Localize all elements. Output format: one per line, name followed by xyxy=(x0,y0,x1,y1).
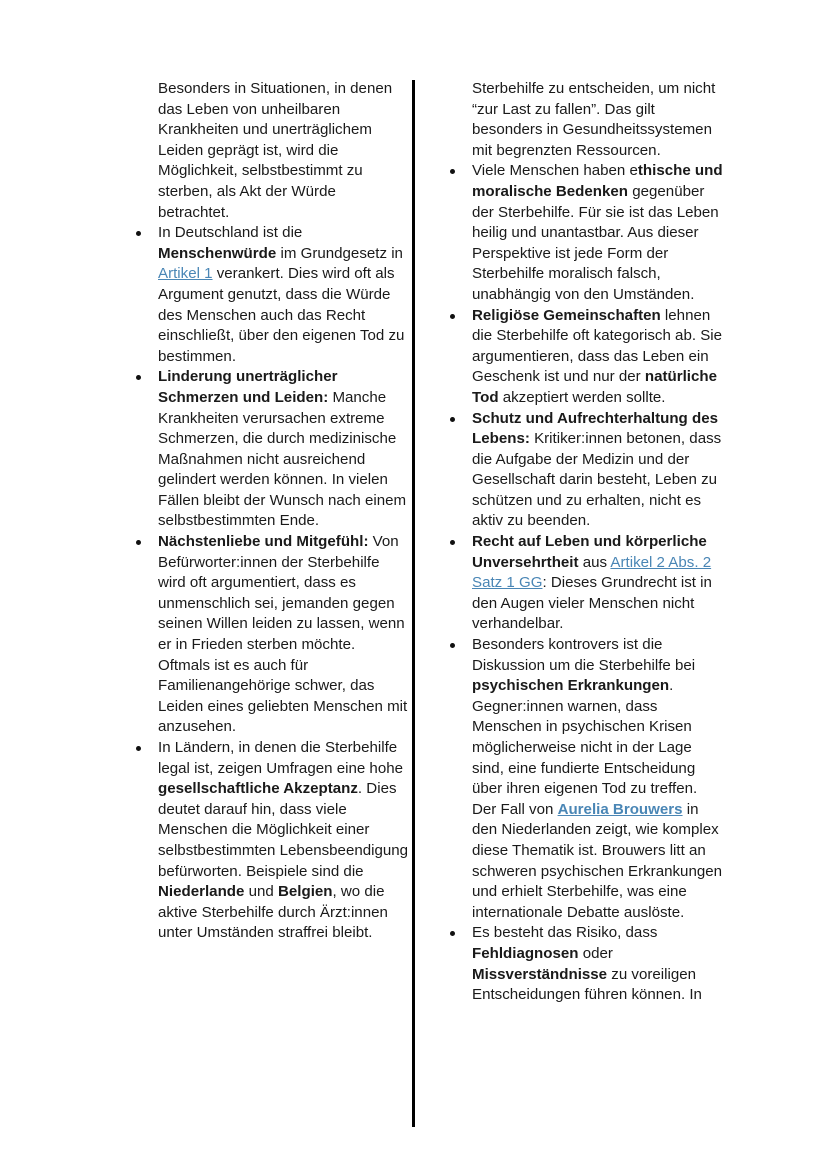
bold-term: Belgien xyxy=(277,883,333,901)
text-run: Besonders kontrovers ist die Diskussion um die Sterbehilfe bei xyxy=(472,636,696,674)
text-run: Viele Menschen haben e xyxy=(472,162,638,180)
text-run: Von Befürworter:innen der Sterbehilfe wird oft argumentiert, dass es unmenschlich sei, jemanden gegen seinen Willen leiden zu lassen, wenn er in Frieden sterben möchte. Oftmals ist es auch für Familienangehörige schwer, das Leiden eines geliebten Menschen mit anzusehen. xyxy=(158,533,408,736)
text-run: verankert. Dies wird oft als Argument genutzt, dass die Würde des Menschen auch das Recht einschließt, über den eigenen Tod zu bestimmen. xyxy=(158,265,405,365)
list-item-linderung xyxy=(158,367,410,532)
right-column xyxy=(472,79,724,1006)
bold-term: natürliche Tod xyxy=(472,368,717,406)
link-artikel-1[interactable]: Artikel 1 xyxy=(158,265,213,283)
link-aurelia-brouwers[interactable]: Aurelia Brouwers xyxy=(557,800,683,818)
list-item-ethische-bedenken xyxy=(472,161,724,305)
link-artikel-2[interactable]: Artikel 2 Abs. 2 Satz 1 GG xyxy=(472,553,712,592)
text-run: , wo die aktive Sterbehilfe durch Ärzt:innen unter Umständen straffrei bleibt. xyxy=(158,883,388,942)
text-run: . Gegner:innen warnen, dass Menschen in psychischen Krisen möglicherweise nicht in der Lage sind, eine fundierte Entscheidung über ihren eigenen Tod zu treffen. Der Fall von xyxy=(472,677,698,818)
text-run: zu voreiligen Entscheidungen führen können. In xyxy=(472,965,702,1004)
text-run: Manche Krankheiten verursachen extreme Schmerzen, die durch medizinische Maßnahmen nicht ausreichend gelindert werden können. In vielen Fällen bleibt der Wunsch nach einem selbstbestimmten Ende. xyxy=(158,388,407,530)
bold-term: Linderung unerträglicher Schmerzen und Leiden: xyxy=(158,368,338,406)
bold-term: gesellschaftliche Akzeptanz xyxy=(158,780,358,798)
left-intro-paragraph: Besonders in Situationen, in denen das Leben von unheilbaren Krankheiten und unerträglichem Leiden geprägt ist, wird die Möglichkeit, selbstbestimmt zu sterben, als Akt der Würde betrachtet. xyxy=(158,80,393,221)
list-item-akzeptanz xyxy=(158,738,410,944)
text-run: gegenüber der Sterbehilfe. Für sie ist das Leben heilig und unantastbar. Aus dieser Perspektive ist jede Form der Sterbehilfe moralisch falsch, unabhängig von den Umständen. xyxy=(472,182,719,303)
text-run: in den Niederlanden zeigt, wie komplex diese Thematik ist. Brouwers litt an schweren psychischen Erkrankungen und erhielt Sterbehilfe, was eine internationale Debatte auslöste. xyxy=(472,800,723,921)
text-run: : Dieses Grundrecht ist in den Augen vieler Menschen nicht verhandelbar. xyxy=(472,574,712,633)
bold-term: Missverständnisse xyxy=(472,965,608,983)
list-item-psychische-erkrankungen xyxy=(472,635,724,923)
text-run: Es besteht das Risiko, dass xyxy=(472,924,658,942)
text-run: Kritiker:innen betonen, dass die Aufgabe der Medizin und der Gesellschaft darin besteht, Leben zu schützen und zu erhalten, nicht es aktiv zu beenden. xyxy=(472,430,722,530)
right-bullet-list xyxy=(472,161,724,1005)
text-run: oder xyxy=(578,944,613,962)
text-run: . Dies deutet darauf hin, dass viele Menschen die Möglichkeit einer selbstbestimmten Lebensbeendigung befürworten. Beispiele sind die xyxy=(158,780,409,880)
text-run: und xyxy=(244,883,278,901)
bold-term: Recht auf Leben und körperliche Unversehrtheit xyxy=(472,533,707,571)
right-intro-paragraph: Sterbehilfe zu entscheiden, um nicht “zur Last zu fallen”. Das gilt besonders in Gesundheitssystemen mit begrenzten Ressourcen. xyxy=(472,80,716,159)
bold-term: Schutz und Aufrechterhaltung des Lebens: xyxy=(472,409,718,448)
bold-term: Niederlande xyxy=(158,883,245,901)
text-run: In Ländern, in denen die Sterbehilfe legal ist, zeigen Umfragen eine hohe xyxy=(158,739,404,777)
list-item-religioese-gemeinschaften xyxy=(472,306,724,409)
text-run: In Deutschland ist die xyxy=(158,224,303,242)
left-bullet-list xyxy=(158,223,410,944)
bold-term: psychischen Erkrankungen xyxy=(472,677,670,695)
bold-term: Religiöse Gemeinschaften xyxy=(472,306,661,324)
bold-term: Fehldiagnosen xyxy=(472,944,579,962)
list-item-schutz-des-lebens xyxy=(472,409,724,533)
list-item-naechstenliebe xyxy=(158,532,410,738)
left-column xyxy=(158,79,410,944)
column-divider xyxy=(412,80,415,1127)
list-item-menschenwuerde xyxy=(158,223,410,367)
bold-term: thische und moralische Bedenken xyxy=(472,162,723,200)
text-run: im Grundgesetz in xyxy=(276,244,403,262)
list-item-fehldiagnosen xyxy=(472,923,724,1005)
bold-term: Menschenwürde xyxy=(158,244,277,262)
text-run: akzeptiert werden sollte. xyxy=(498,388,666,406)
bold-term: Nächstenliebe und Mitgefühl: xyxy=(158,533,369,551)
text-run: lehnen die Sterbehilfe oft kategorisch ab. Sie argumentieren, dass das Leben ein Geschenk ist und nur der xyxy=(472,306,723,386)
text-run: aus xyxy=(578,553,611,571)
list-item-recht-auf-leben xyxy=(472,532,724,635)
